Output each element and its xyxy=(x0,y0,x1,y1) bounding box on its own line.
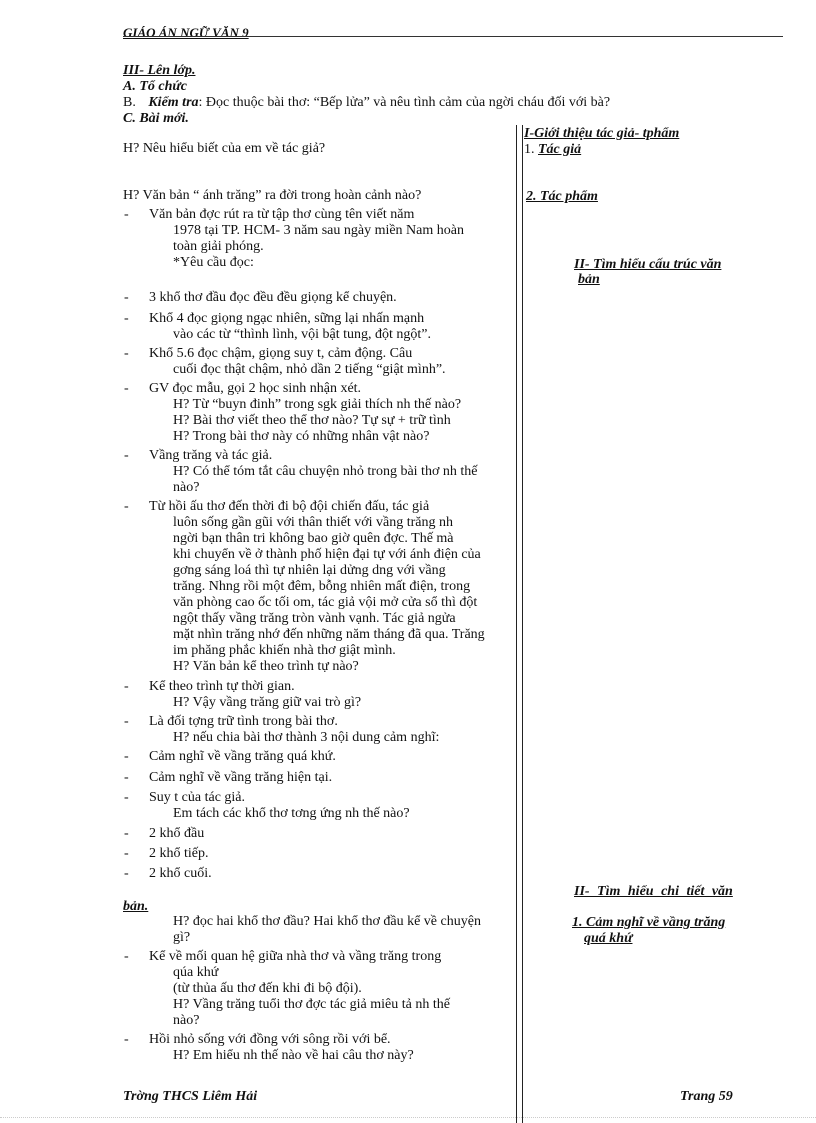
body-line: vào các từ “thình lình, vội bật tung, đột ngột”. xyxy=(173,327,431,342)
bullet-dash: - xyxy=(124,346,129,361)
body-line: toàn giải phóng. xyxy=(173,239,264,254)
body-line: Là đối tợng trữ tình trong bài thơ. xyxy=(149,714,338,729)
body-line: H? Từ “buyn đinh” trong sgk giải thích nh thế nào? xyxy=(173,397,462,412)
bullet-dash: - xyxy=(124,866,129,881)
body-line: (từ thủa ấu thơ đến khi đi bộ đội). xyxy=(173,981,362,996)
body-line: Khổ 4 đọc giọng ngạc nhiên, sững lại nhấn mạnh xyxy=(149,311,425,326)
right-heading-intro: I-Giới thiệu tác giả- tphẩm xyxy=(524,126,680,141)
body-line: im phăng phắc khiến nhà thơ giật mình. xyxy=(173,643,396,658)
right-heading-work: 2. Tác phẩm xyxy=(526,189,598,204)
body-line: nào? xyxy=(173,480,200,495)
body-line: *Yêu cầu đọc: xyxy=(173,255,254,270)
bullet-dash: - xyxy=(124,790,129,805)
body-line: H? nếu chia bài thơ thành 3 nội dung cảm nghĩ: xyxy=(173,730,440,745)
body-line: qúa khứ xyxy=(173,965,219,980)
header-rule xyxy=(123,36,783,37)
page-header-title: GIÁO ÁN NGỮ VĂN 9 xyxy=(123,25,249,40)
column-divider-right xyxy=(522,125,523,1123)
right-author-num: 1. xyxy=(524,142,535,157)
bullet-dash: - xyxy=(124,381,129,396)
bullet-dash: - xyxy=(124,448,129,463)
body-line: ngời bạn thân tri không bao giờ quên đợc. Thế mà xyxy=(173,531,454,546)
body-line: Kể theo trình tự thời gian. xyxy=(149,679,295,694)
footer-school: Trờng THCS Liêm Hải xyxy=(123,1089,258,1104)
body-line: H? Nêu hiểu biết của em về tác giả? xyxy=(123,141,326,156)
bullet-dash: - xyxy=(124,290,129,305)
bullet-dash: - xyxy=(124,949,129,964)
bullet-dash: - xyxy=(124,499,129,514)
body-line: H? Em hiểu nh thế nào về hai câu thơ này? xyxy=(173,1048,414,1063)
bullet-dash: - xyxy=(124,749,129,764)
body-line: H? Văn bản “ ánh trăng” ra đời trong hoàn cảnh nào? xyxy=(123,188,422,203)
body-line: 1978 tại TP. HCM- 3 năm sau ngày miền Nam hoàn xyxy=(173,223,464,238)
column-divider-left xyxy=(516,125,517,1123)
item-b-prefix: B. xyxy=(123,95,136,110)
body-line: H? Văn bản kể theo trình tự nào? xyxy=(173,659,359,674)
bullet-dash: - xyxy=(124,770,129,785)
body-line: Văn bản đợc rút ra từ tập thơ cùng tên viết năm xyxy=(149,207,415,222)
bullet-dash: - xyxy=(124,207,129,222)
body-line: Khổ 5.6 đọc chậm, giọng suy t, cảm động. Câu xyxy=(149,346,413,361)
body-line: Kể về mối quan hệ giữa nhà thơ và vầng trăng trong xyxy=(149,949,442,964)
page-bottom-edge xyxy=(0,1117,816,1118)
item-b xyxy=(123,95,610,111)
bullet-dash: - xyxy=(124,1032,129,1047)
body-line: 3 khổ thơ đầu đọc đều đều giọng kể chuyện. xyxy=(149,290,397,305)
footer-page-number: Trang 59 xyxy=(680,1089,733,1104)
right-heading-structure-cont: bản xyxy=(578,272,600,287)
item-b-label: Kiểm tra xyxy=(148,95,199,110)
body-line: ngột thấy vầng trăng tròn vành vạnh. Tác giả ngửa xyxy=(173,611,456,626)
body-line: luôn sống gần gũi với thân thiết với vầng trăng nh xyxy=(173,515,453,530)
body-line: H? Có thể tóm tắt câu chuyện nhỏ trong bài thơ nh thế xyxy=(173,464,478,479)
bullet-dash: - xyxy=(124,714,129,729)
section-tail-ban: bản. xyxy=(123,899,149,914)
right-author-label: Tác giả xyxy=(538,142,582,157)
bullet-dash: - xyxy=(124,311,129,326)
body-line: Từ hồi ấu thơ đến thời đi bộ đội chiến đấu, tác giả xyxy=(149,499,430,514)
bullet-dash: - xyxy=(124,826,129,841)
body-line: mặt nhìn trăng nhớ đến những năm tháng đã qua. Trăng xyxy=(173,627,485,642)
item-b-text: : Đọc thuộc bài thơ: “Bếp lửa” và nêu tình cảm của ngời cháu đối với bà? xyxy=(198,95,611,110)
body-line: khi chuyển về ở thành phố hiện đại tự với ánh điện của xyxy=(173,547,481,562)
body-line: trăng. Nhng rồi một đêm, bỗng nhiên mất điện, trong xyxy=(173,579,471,594)
body-line: H? Trong bài thơ này có những nhân vật nào? xyxy=(173,429,430,444)
body-line: nào? xyxy=(173,1013,200,1028)
item-c: C. Bài mới. xyxy=(123,111,189,126)
body-line: H? đọc hai khổ thơ đầu? Hai khổ thơ đầu kể về chuyện xyxy=(173,914,481,929)
body-line: Cảm nghĩ về vầng trăng hiện tại. xyxy=(149,770,333,785)
body-line: Vầng trăng và tác giả. xyxy=(149,448,273,463)
body-line: GV đọc mẫu, gọi 2 học sinh nhận xét. xyxy=(149,381,362,396)
right-heading-past-moon-cont: quá khứ xyxy=(584,931,633,946)
bullet-dash: - xyxy=(124,846,129,861)
body-line: H? Vậy vầng trăng giữ vai trò gì? xyxy=(173,695,362,710)
body-line: gì? xyxy=(173,930,191,945)
body-line: 2 khổ đầu xyxy=(149,826,205,841)
right-heading-past-moon: 1. Cảm nghĩ về vầng trăng xyxy=(572,915,726,930)
body-line: Em tách các khổ thơ tơng ứng nh thế nào? xyxy=(173,806,410,821)
body-line: Hồi nhỏ sống với đồng với sông rồi với bể. xyxy=(149,1032,391,1047)
body-line: 2 khổ cuối. xyxy=(149,866,212,881)
body-line: Suy t của tác giả. xyxy=(149,790,246,805)
right-heading-details: II- Tìm hiểu chi tiết văn xyxy=(574,884,733,899)
bullet-dash: - xyxy=(124,679,129,694)
body-line: gơng sáng loá thì tự nhiên lại dửng dng với vầng xyxy=(173,563,446,578)
body-line: cuối đọc thật chậm, nhỏ dần 2 tiếng “giật mình”. xyxy=(173,362,446,377)
right-heading-structure: II- Tìm hiểu cấu trúc văn xyxy=(574,257,722,272)
body-line: H? Bài thơ viết theo thể thơ nào? Tự sự + trữ tình xyxy=(173,413,451,428)
section-lesson: III- Lên lớp. xyxy=(123,63,196,78)
body-line: H? Vầng trăng tuổi thơ đợc tác giả miêu tả nh thế xyxy=(173,997,450,1012)
item-a: A. Tổ chức xyxy=(123,79,187,94)
body-line: Cảm nghĩ về vầng trăng quá khứ. xyxy=(149,749,336,764)
body-line: 2 khổ tiếp. xyxy=(149,846,209,861)
right-heading-author xyxy=(524,142,581,158)
body-line: văn phòng cao ốc tối om, tác giả vội mở cửa sổ thì đột xyxy=(173,595,478,610)
